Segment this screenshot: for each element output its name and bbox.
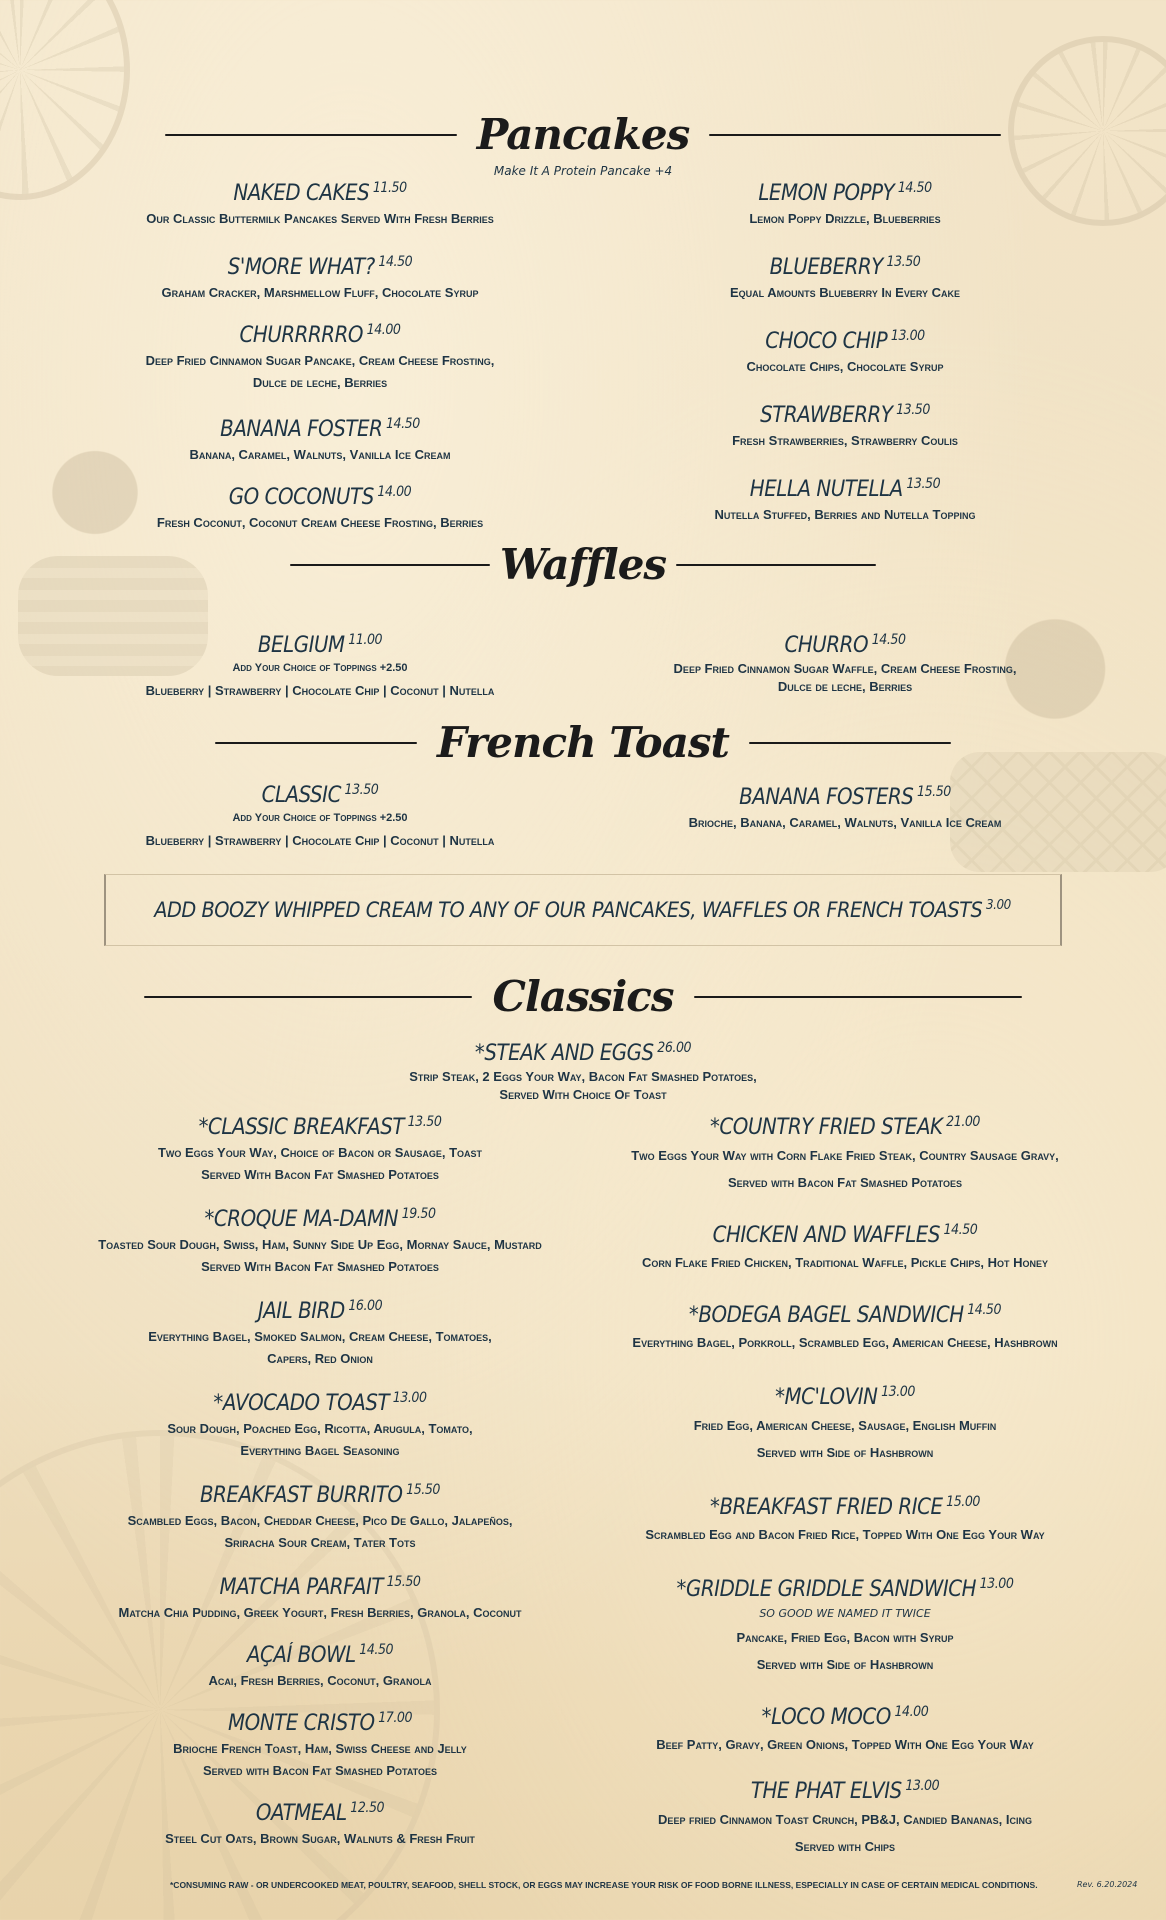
protein-pancake-note: Make It A Protein Pancake +4 (493, 164, 673, 178)
section-title-waffles: Waffles (499, 540, 667, 589)
menu-item (60, 316, 580, 394)
item-name: *BREAKFAST FRIED RICE (710, 1495, 943, 1520)
item-description: Deep Fried Cinnamon Sugar Pancake, Cream Cheese Frosting, (145, 353, 495, 368)
item-description: Scrambled Egg and Bacon Fried Rice, Topped With One Egg Your Way (645, 1527, 1045, 1542)
item-price: 17.00 (378, 1710, 413, 1726)
item-name: AÇAÍ BOWL (246, 1643, 356, 1668)
item-description: Capers, Red Onion (267, 1351, 373, 1366)
menu-item (600, 1488, 1090, 1548)
item-price: 14.00 (366, 322, 401, 338)
item-description: Acai, Fresh Berries, Coconut, Granola (208, 1673, 432, 1688)
item-description: Two Eggs Your Way with Corn Flake Fried Steak, Country Sausage Gravy, (631, 1148, 1059, 1163)
item-price: 13.00 (890, 328, 925, 344)
item-name: GO COCONUTS (228, 485, 374, 510)
menu-item (600, 1216, 1090, 1276)
item-price: 13.50 (896, 402, 930, 418)
menu-item (60, 174, 580, 230)
item-name: HELLA NUTELLA (749, 477, 903, 502)
boozy-whipped-cream-banner (104, 874, 1062, 946)
item-price: 11.50 (372, 180, 407, 196)
raw-food-disclaimer: *CONSUMING RAW - OR UNDERCOOKED MEAT, POULTRY, SEAFOOD, SHELL STOCK, OR EGGS MAY INCREASE YOUR RISK OF FOOD BORNE ILLNESS, ESPECIALLY IN CASE OF CERTAIN MEDICAL CONDITIONS. (170, 1880, 1038, 1890)
item-price: 14.50 (359, 1642, 394, 1658)
boozy-text: ADD BOOZY WHIPPED CREAM TO ANY OF OUR PANCAKES, WAFFLES OR FRENCH TOASTS (154, 898, 983, 922)
item-description: Served With Choice Of Toast (499, 1087, 667, 1102)
menu-item (620, 470, 1070, 526)
item-description: Pancake, Fried Egg, Bacon with Syrup (736, 1630, 954, 1645)
item-description: Banana, Caramel, Walnuts, Vanilla Ice Cream (189, 447, 451, 462)
item-description: Dulce de leche, Berries (777, 679, 913, 694)
item-description: Dulce de leche, Berries (252, 375, 388, 390)
header-rule-right (694, 996, 1022, 998)
header-rule-right (709, 134, 1001, 136)
item-description: Matcha Chia Pudding, Greek Yogurt, Fresh Berries, Granola, Coconut (118, 1605, 522, 1620)
menu-item (600, 1108, 1090, 1196)
menu-item (610, 626, 1080, 696)
menu-item (600, 1772, 1090, 1860)
menu-item (60, 478, 580, 534)
item-name: BREAKFAST BURRITO (199, 1483, 403, 1508)
item-name: *GRIDDLE GRIDDLE SANDWICH (676, 1577, 977, 1602)
toppings-list: Blueberry | Strawberry | Chocolate Chip | Coconut | Nutella (145, 833, 495, 848)
item-price: 13.50 (344, 782, 379, 798)
classics-section-header (0, 972, 1166, 1021)
item-price: 14.00 (377, 484, 412, 500)
item-description: Our Classic Buttermilk Pancakes Served With Fresh Berries (146, 211, 494, 226)
item-price: 15.50 (917, 784, 951, 800)
item-description: Everything Bagel, Smoked Salmon, Cream Cheese, Tomatoes, (148, 1329, 492, 1344)
menu-item (60, 626, 580, 702)
boozy-price: 3.00 (986, 898, 1012, 913)
item-name: CHURRO (784, 633, 869, 658)
item-description: Graham Cracker, Marshmellow Fluff, Chocolate Syrup (161, 285, 479, 300)
item-description: Fried Egg, American Cheese, Sausage, English Muffin (693, 1418, 997, 1433)
section-title-pancakes: Pancakes (476, 110, 690, 159)
menu-item (60, 1384, 580, 1462)
item-price: 14.50 (871, 632, 906, 648)
pancakes-section-header (0, 110, 1166, 159)
toppings-note: Add Your Choice of Toppings +2.50 (232, 662, 408, 674)
item-name: *LOCO MOCO (761, 1705, 891, 1730)
item-price: 14.00 (894, 1704, 929, 1720)
item-name: BANANA FOSTERS (739, 785, 914, 810)
toppings-note: Add Your Choice of Toppings +2.50 (232, 812, 408, 824)
item-name: CLASSIC (261, 783, 341, 808)
menu-item (600, 1296, 1090, 1356)
item-description: Everything Bagel Seasoning (240, 1443, 400, 1458)
item-description: Corn Flake Fried Chicken, Traditional Waffle, Pickle Chips, Hot Honey (641, 1255, 1049, 1270)
item-name: MONTE CRISTO (227, 1711, 375, 1736)
item-description: Served with Bacon Fat Smashed Potatoes (727, 1175, 963, 1190)
item-name: BANANA FOSTER (220, 417, 383, 442)
item-name: BELGIUM (257, 633, 345, 658)
item-name: *BODEGA BAGEL SANDWICH (688, 1303, 964, 1328)
item-description: Brioche French Toast, Ham, Swiss Cheese and Jelly (173, 1741, 467, 1756)
item-description: Everything Bagel, Porkroll, Scrambled Egg, American Cheese, Hashbrown (632, 1335, 1058, 1350)
header-rule-left (144, 996, 472, 998)
menu-item (60, 776, 580, 852)
item-price: 13.50 (906, 476, 941, 492)
item-name: STRAWBERRY (760, 403, 893, 428)
menu-item (60, 1636, 580, 1692)
item-description: Deep fried Cinnamon Toast Crunch, PB&J, Candied Bananas, Icing (658, 1812, 1032, 1827)
item-price: 26.00 (657, 1040, 692, 1056)
menu-item (620, 396, 1070, 452)
item-price: 11.00 (348, 632, 383, 648)
menu-item (60, 1200, 580, 1278)
menu-item (60, 1568, 580, 1624)
item-description: Lemon Poppy Drizzle, Blueberries (749, 211, 941, 226)
item-price: 16.00 (348, 1298, 383, 1314)
menu-item (620, 322, 1070, 378)
item-description: Served With Bacon Fat Smashed Potatoes (201, 1259, 439, 1274)
item-description: Nutella Stuffed, Berries and Nutella Topping (714, 507, 976, 522)
item-price: 14.50 (943, 1222, 978, 1238)
item-price: 15.50 (386, 1574, 421, 1590)
menu-item (60, 1108, 580, 1186)
item-description: Sriracha Sour Cream, Tater Tots (224, 1535, 416, 1550)
item-price: 21.00 (946, 1114, 981, 1130)
item-description: Served With Bacon Fat Smashed Potatoes (201, 1167, 439, 1182)
menu-item (60, 248, 580, 304)
item-price: 15.00 (946, 1494, 980, 1510)
toppings-list: Blueberry | Strawberry | Chocolate Chip | Coconut | Nutella (145, 683, 495, 698)
menu-item (60, 1292, 580, 1370)
menu-item (600, 1698, 1090, 1758)
item-description: Served with Chips (794, 1839, 896, 1854)
menu-item (60, 1704, 580, 1782)
item-description: Chocolate Chips, Chocolate Syrup (746, 359, 944, 374)
item-name: THE PHAT ELVIS (750, 1779, 902, 1804)
item-price: 15.50 (406, 1482, 440, 1498)
item-price: 14.50 (967, 1302, 1002, 1318)
item-name: CHOCO CHIP (765, 329, 888, 354)
item-description: Toasted Sour Dough, Swiss, Ham, Sunny Side Up Egg, Mornay Sauce, Mustard (98, 1237, 542, 1252)
item-name: OATMEAL (255, 1801, 347, 1826)
item-description: Fresh Strawberries, Strawberry Coulis (732, 433, 958, 448)
item-price: 13.00 (392, 1390, 427, 1406)
item-price: 14.50 (378, 254, 413, 270)
section-title-french-toast: French Toast (437, 718, 729, 767)
header-rule-left (290, 564, 490, 566)
item-price: 13.00 (979, 1576, 1014, 1592)
item-price: 13.00 (905, 1778, 940, 1794)
item-description: Deep Fried Cinnamon Sugar Waffle, Cream Cheese Frosting, (673, 661, 1017, 676)
item-name: *CLASSIC BREAKFAST (198, 1115, 404, 1140)
item-description: Two Eggs Your Way, Choice of Bacon or Sausage, Toast (157, 1145, 483, 1160)
revision-date: Rev. 6.20.2024 (1077, 1880, 1138, 1889)
item-description: Served with Side of Hashbrown (756, 1657, 934, 1672)
item-name: *MC'LOVIN (775, 1385, 878, 1410)
item-name: CHURRRRRO (239, 323, 364, 348)
item-description: Steel Cut Oats, Brown Sugar, Walnuts & Fresh Fruit (165, 1831, 475, 1846)
menu-item (300, 1034, 866, 1104)
item-description: Sour Dough, Poached Egg, Ricotta, Arugula, Tomato, (167, 1421, 473, 1436)
item-price: 19.50 (401, 1206, 436, 1222)
item-description: Scambled Eggs, Bacon, Cheddar Cheese, Pico De Gallo, Jalapeños, (127, 1513, 513, 1528)
item-tagline: SO GOOD WE NAMED IT TWICE (759, 1607, 931, 1620)
item-name: MATCHA PARFAIT (219, 1575, 384, 1600)
header-rule-right (749, 742, 951, 744)
item-name: NAKED CAKES (233, 181, 370, 206)
item-price: 14.50 (385, 416, 420, 432)
menu-item (60, 1794, 580, 1850)
item-description: Strip Steak, 2 Eggs Your Way, Bacon Fat Smashed Potatoes, (409, 1069, 757, 1084)
item-price: 14.50 (897, 180, 932, 196)
menu-item (60, 410, 580, 466)
item-price: 13.50 (407, 1114, 442, 1130)
item-description: Fresh Coconut, Coconut Cream Cheese Frosting, Berries (156, 515, 484, 530)
item-name: *STEAK AND EGGS (474, 1041, 654, 1066)
item-price: 13.50 (886, 254, 921, 270)
item-name: *COUNTRY FRIED STEAK (709, 1115, 943, 1140)
item-name: CHICKEN AND WAFFLES (712, 1223, 940, 1248)
item-name: JAIL BIRD (257, 1299, 345, 1324)
header-rule-left (165, 134, 457, 136)
menu-item (620, 174, 1070, 230)
item-name: *AVOCADO TOAST (213, 1391, 390, 1416)
french-toast-section-header (0, 718, 1166, 767)
item-name: LEMON POPPY (758, 181, 895, 206)
menu-item (600, 1378, 1090, 1466)
item-name: S'MORE WHAT? (227, 255, 375, 280)
item-description: Served with Bacon Fat Smashed Potatoes (202, 1763, 438, 1778)
header-rule-right (676, 564, 876, 566)
item-name: *CROQUE MA-DAMN (204, 1207, 399, 1232)
item-description: Served with Side of Hashbrown (756, 1445, 934, 1460)
menu-item (620, 248, 1070, 304)
header-rule-left (215, 742, 417, 744)
menu-item (60, 1476, 580, 1554)
item-price: 12.50 (350, 1800, 385, 1816)
item-description: Brioche, Banana, Caramel, Walnuts, Vanilla Ice Cream (688, 815, 1002, 830)
menu-item (600, 1570, 1090, 1678)
item-description: Equal Amounts Blueberry In Every Cake (729, 285, 961, 300)
item-description: Beef Patty, Gravy, Green Onions, Topped With One Egg Your Way (656, 1737, 1034, 1752)
section-title-classics: Classics (492, 972, 674, 1021)
menu-item (620, 778, 1070, 834)
waffles-section-header (0, 540, 1166, 589)
item-price: 13.00 (881, 1384, 915, 1400)
item-name: BLUEBERRY (769, 255, 883, 280)
